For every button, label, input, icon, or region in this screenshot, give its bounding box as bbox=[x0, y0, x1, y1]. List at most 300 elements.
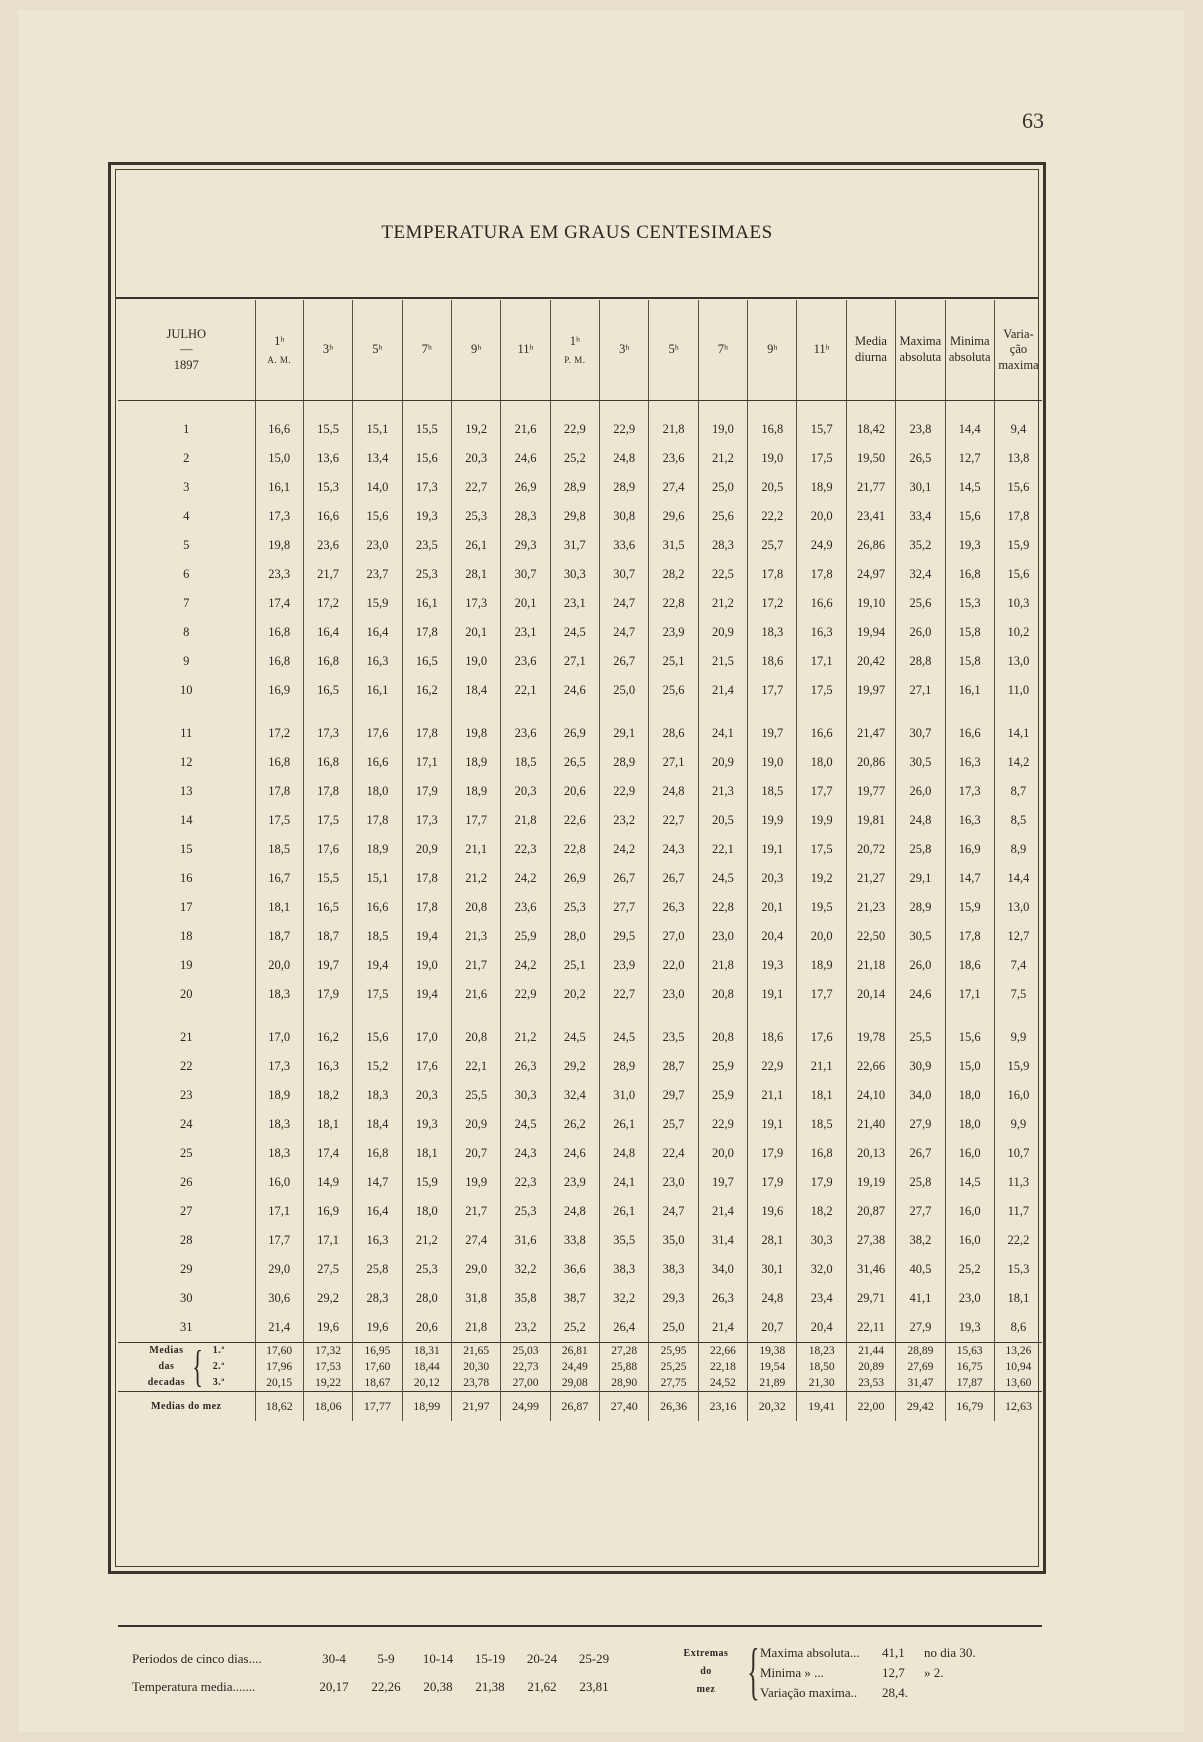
decade-value: 19,54 bbox=[759, 1361, 786, 1373]
value-cell: 35,0 bbox=[649, 1226, 698, 1255]
decade-brace: { bbox=[192, 1342, 204, 1391]
spacer-cell bbox=[501, 705, 550, 719]
value-cell: 23,2 bbox=[600, 806, 649, 835]
value-cell: 28,3 bbox=[698, 531, 747, 560]
value-cell: 29,8 bbox=[550, 502, 599, 531]
value-cell: 30,3 bbox=[501, 1081, 550, 1110]
value-cell: 16,8 bbox=[303, 748, 352, 777]
value-cell: 23,0 bbox=[649, 980, 698, 1009]
value-cell: 28,9 bbox=[896, 893, 945, 922]
value-cell: 22,7 bbox=[451, 473, 500, 502]
spacer-cell bbox=[896, 1009, 945, 1023]
value-cell: 12,7 bbox=[945, 444, 994, 473]
value-cell: 17,1 bbox=[402, 748, 451, 777]
value-cell: 14,2 bbox=[994, 748, 1042, 777]
table-row bbox=[118, 748, 1042, 777]
value-cell: 17,8 bbox=[402, 618, 451, 647]
decade-means-label bbox=[118, 1343, 255, 1392]
value-cell: 18,9 bbox=[797, 473, 846, 502]
value-cell: 17,6 bbox=[353, 719, 402, 748]
period-temp: 21,38 bbox=[475, 1679, 505, 1694]
value-cell: 26,3 bbox=[649, 893, 698, 922]
table-row bbox=[118, 1023, 1042, 1052]
hour-label: 1ʰ bbox=[274, 333, 285, 348]
extreme-note: no dia 30. bbox=[924, 1645, 976, 1660]
value-cell: 15,6 bbox=[353, 502, 402, 531]
value-cell: 19,4 bbox=[402, 922, 451, 951]
value-cell: 15,3 bbox=[945, 589, 994, 618]
spacer-cell bbox=[797, 401, 846, 416]
value-cell: 8,6 bbox=[994, 1313, 1042, 1343]
value-cell: 19,7 bbox=[748, 719, 797, 748]
value-cell: 17,1 bbox=[303, 1226, 352, 1255]
value-cell: 29,1 bbox=[600, 719, 649, 748]
extremes-label-line: mez bbox=[696, 1684, 716, 1695]
decade-means-row bbox=[118, 1343, 1042, 1392]
value-cell: 20,8 bbox=[451, 893, 500, 922]
value-cell: 19,0 bbox=[698, 415, 747, 444]
decade-value: 22,73 bbox=[512, 1361, 539, 1373]
spacer-row bbox=[118, 401, 1042, 416]
value-cell: 18,1 bbox=[402, 1139, 451, 1168]
value-cell: 14,7 bbox=[353, 1168, 402, 1197]
decade-index: 3.ª bbox=[212, 1377, 225, 1388]
decade-cell bbox=[451, 1343, 500, 1392]
value-cell: 17,8 bbox=[748, 560, 797, 589]
month-mean-cell: 18,62 bbox=[255, 1392, 303, 1422]
value-cell: 20,0 bbox=[797, 502, 846, 531]
value-cell: 19,3 bbox=[402, 502, 451, 531]
value-cell: 25,8 bbox=[896, 835, 945, 864]
spacer-cell bbox=[550, 705, 599, 719]
spacer-cell bbox=[353, 401, 402, 416]
value-cell: 20,0 bbox=[698, 1139, 747, 1168]
decade-value: 29,08 bbox=[561, 1377, 588, 1389]
value-cell: 22,50 bbox=[846, 922, 895, 951]
value-cell: 14,9 bbox=[303, 1168, 352, 1197]
value-cell: 38,7 bbox=[550, 1284, 599, 1313]
value-cell: 20,86 bbox=[846, 748, 895, 777]
value-cell: 17,6 bbox=[797, 1023, 846, 1052]
value-cell: 17,5 bbox=[255, 806, 303, 835]
value-cell: 19,0 bbox=[402, 951, 451, 980]
media-diurna-header: Media diurna bbox=[846, 300, 895, 401]
value-cell: 24,7 bbox=[649, 1197, 698, 1226]
day-cell: 24 bbox=[180, 1117, 193, 1131]
value-cell: 26,3 bbox=[698, 1284, 747, 1313]
month-mean-cell: 27,40 bbox=[600, 1392, 649, 1422]
spacer-cell bbox=[649, 401, 698, 416]
day-cell: 5 bbox=[183, 538, 190, 552]
decade-cell bbox=[896, 1343, 945, 1392]
value-cell: 24,8 bbox=[896, 806, 945, 835]
value-cell: 26,1 bbox=[600, 1110, 649, 1139]
minima-absoluta-header: Minima absoluta bbox=[945, 300, 994, 401]
month-dash: — bbox=[180, 342, 193, 357]
hour-label: 3ʰ bbox=[619, 342, 630, 357]
value-cell: 18,3 bbox=[255, 1110, 303, 1139]
decade-cell bbox=[550, 1343, 599, 1392]
value-cell: 25,2 bbox=[945, 1255, 994, 1284]
decade-value: 22,18 bbox=[710, 1361, 736, 1373]
month-mean-cell: 12,63 bbox=[994, 1392, 1042, 1422]
value-cell: 14,5 bbox=[945, 1168, 994, 1197]
value-cell: 26,1 bbox=[600, 1197, 649, 1226]
value-cell: 10,3 bbox=[994, 589, 1042, 618]
value-cell: 23,5 bbox=[649, 1023, 698, 1052]
spacer-cell bbox=[600, 401, 649, 416]
value-cell: 22,3 bbox=[501, 1168, 550, 1197]
day-cell: 23 bbox=[180, 1088, 193, 1102]
value-cell: 19,5 bbox=[797, 893, 846, 922]
value-cell: 20,7 bbox=[451, 1139, 500, 1168]
value-cell: 15,6 bbox=[945, 1023, 994, 1052]
value-cell: 16,4 bbox=[303, 618, 352, 647]
table-frame bbox=[108, 162, 1046, 1706]
decade-cell bbox=[402, 1343, 451, 1392]
decade-value: 20,15 bbox=[266, 1377, 293, 1389]
value-cell: 18,6 bbox=[748, 647, 797, 676]
value-cell: 20,3 bbox=[451, 444, 500, 473]
value-cell: 19,77 bbox=[846, 777, 895, 806]
spacer-cell bbox=[451, 705, 500, 719]
spacer-cell bbox=[649, 705, 698, 719]
spacer-row bbox=[118, 705, 1042, 719]
value-cell: 21,1 bbox=[451, 835, 500, 864]
decade-value: 27,00 bbox=[512, 1377, 539, 1389]
value-cell: 15,6 bbox=[994, 560, 1042, 589]
value-cell: 27,4 bbox=[451, 1226, 500, 1255]
spacer-cell bbox=[846, 1009, 895, 1023]
spacer-cell bbox=[402, 401, 451, 416]
value-cell: 17,4 bbox=[303, 1139, 352, 1168]
value-cell: 18,3 bbox=[353, 1081, 402, 1110]
spacer-cell bbox=[945, 705, 994, 719]
decade-value: 17,87 bbox=[956, 1377, 983, 1389]
spacer-cell bbox=[748, 705, 797, 719]
value-cell: 22,9 bbox=[698, 1110, 747, 1139]
value-cell: 17,8 bbox=[402, 719, 451, 748]
decade-value: 25,95 bbox=[660, 1345, 687, 1357]
value-cell: 16,1 bbox=[353, 676, 402, 705]
value-cell: 18,0 bbox=[945, 1081, 994, 1110]
value-cell: 28,9 bbox=[550, 473, 599, 502]
value-cell: 19,0 bbox=[748, 444, 797, 473]
value-cell: 16,9 bbox=[303, 1197, 352, 1226]
value-cell: 14,0 bbox=[353, 473, 402, 502]
value-cell: 17,3 bbox=[402, 806, 451, 835]
temperature-mean-label: Temperatura media....... bbox=[132, 1679, 256, 1694]
value-cell: 18,1 bbox=[797, 1081, 846, 1110]
value-cell: 26,1 bbox=[451, 531, 500, 560]
value-cell: 18,5 bbox=[748, 777, 797, 806]
decade-word: Medias bbox=[149, 1345, 184, 1356]
value-cell: 23,1 bbox=[501, 618, 550, 647]
decade-value: 20,30 bbox=[463, 1361, 490, 1373]
value-cell: 13,8 bbox=[994, 444, 1042, 473]
value-cell: 28,9 bbox=[600, 473, 649, 502]
value-cell: 13,0 bbox=[994, 893, 1042, 922]
value-cell: 17,7 bbox=[451, 806, 500, 835]
hour-header bbox=[698, 300, 747, 401]
decade-cell bbox=[600, 1343, 649, 1392]
value-cell: 15,6 bbox=[353, 1023, 402, 1052]
spacer-cell bbox=[649, 1009, 698, 1023]
spacer-cell bbox=[118, 401, 255, 416]
value-cell: 17,8 bbox=[255, 777, 303, 806]
value-cell: 30,5 bbox=[896, 748, 945, 777]
value-cell: 24,8 bbox=[550, 1197, 599, 1226]
hour-label: 11ʰ bbox=[517, 342, 534, 357]
value-cell: 22,6 bbox=[550, 806, 599, 835]
value-cell: 28,8 bbox=[896, 647, 945, 676]
decade-value: 22,66 bbox=[710, 1345, 736, 1357]
value-cell: 26,4 bbox=[600, 1313, 649, 1343]
decade-value: 21,44 bbox=[858, 1345, 884, 1357]
day-cell: 13 bbox=[180, 784, 193, 798]
value-cell: 17,1 bbox=[945, 980, 994, 1009]
value-cell: 20,1 bbox=[748, 893, 797, 922]
hour-label: 1ʰ bbox=[569, 333, 580, 348]
temperature-table bbox=[118, 300, 1042, 1421]
decade-label-wrap bbox=[118, 1343, 255, 1391]
value-cell: 21,1 bbox=[797, 1052, 846, 1081]
spacer-cell bbox=[255, 1009, 303, 1023]
spacer-cell bbox=[896, 401, 945, 416]
value-cell: 19,7 bbox=[698, 1168, 747, 1197]
spacer-cell bbox=[698, 1009, 747, 1023]
value-cell: 21,4 bbox=[698, 1313, 747, 1343]
decade-value: 19,38 bbox=[759, 1345, 786, 1357]
decade-value: 24,49 bbox=[561, 1361, 588, 1373]
value-cell: 21,2 bbox=[698, 444, 747, 473]
value-cell: 15,1 bbox=[353, 415, 402, 444]
value-cell: 19,3 bbox=[945, 1313, 994, 1343]
value-cell: 25,5 bbox=[451, 1081, 500, 1110]
value-cell: 16,0 bbox=[255, 1168, 303, 1197]
month-means-row bbox=[118, 1392, 1042, 1422]
hour-label: 7ʰ bbox=[717, 342, 729, 357]
day-cell: 28 bbox=[180, 1233, 193, 1247]
value-cell: 23,6 bbox=[501, 647, 550, 676]
value-cell: 19,2 bbox=[451, 415, 500, 444]
value-cell: 21,47 bbox=[846, 719, 895, 748]
spacer-cell bbox=[945, 401, 994, 416]
period-temp: 23,81 bbox=[579, 1679, 609, 1694]
value-cell: 13,4 bbox=[353, 444, 402, 473]
decade-cell bbox=[797, 1343, 846, 1392]
value-cell: 29,5 bbox=[600, 922, 649, 951]
decade-cell bbox=[994, 1343, 1042, 1392]
value-cell: 20,72 bbox=[846, 835, 895, 864]
month-mean-cell: 19,41 bbox=[797, 1392, 846, 1422]
value-cell: 23,6 bbox=[649, 444, 698, 473]
table-row bbox=[118, 618, 1042, 647]
day-cell: 1 bbox=[183, 422, 190, 436]
value-cell: 23,8 bbox=[896, 415, 945, 444]
value-cell: 25,7 bbox=[748, 531, 797, 560]
value-cell: 22,1 bbox=[501, 676, 550, 705]
hour-header bbox=[402, 300, 451, 401]
decade-index: 1.ª bbox=[212, 1345, 225, 1356]
table-row bbox=[118, 922, 1042, 951]
value-cell: 17,6 bbox=[303, 835, 352, 864]
value-cell: 21,8 bbox=[649, 415, 698, 444]
table-row bbox=[118, 589, 1042, 618]
value-cell: 21,6 bbox=[501, 415, 550, 444]
month-mean-cell: 26,87 bbox=[550, 1392, 599, 1422]
value-cell: 20,2 bbox=[550, 980, 599, 1009]
value-cell: 16,0 bbox=[945, 1226, 994, 1255]
value-cell: 23,41 bbox=[846, 502, 895, 531]
spacer-cell bbox=[303, 1009, 352, 1023]
period-value: 20-24 bbox=[526, 1651, 558, 1666]
value-cell: 21,2 bbox=[501, 1023, 550, 1052]
spacer-cell bbox=[698, 705, 747, 719]
day-cell: 16 bbox=[180, 871, 193, 885]
value-cell: 29,0 bbox=[255, 1255, 303, 1284]
day-cell: 15 bbox=[180, 842, 193, 856]
value-cell: 16,0 bbox=[945, 1139, 994, 1168]
value-cell: 10,7 bbox=[994, 1139, 1042, 1168]
table-row bbox=[118, 1226, 1042, 1255]
value-cell: 17,7 bbox=[255, 1226, 303, 1255]
value-cell: 28,1 bbox=[748, 1226, 797, 1255]
spacer-cell bbox=[896, 705, 945, 719]
value-cell: 25,2 bbox=[550, 1313, 599, 1343]
value-cell: 15,6 bbox=[945, 502, 994, 531]
value-cell: 17,7 bbox=[797, 777, 846, 806]
value-cell: 19,97 bbox=[846, 676, 895, 705]
value-cell: 29,3 bbox=[501, 531, 550, 560]
decade-value: 20,89 bbox=[858, 1361, 884, 1373]
value-cell: 18,5 bbox=[797, 1110, 846, 1139]
day-cell: 11 bbox=[180, 726, 193, 740]
month-mean-cell: 18,06 bbox=[303, 1392, 352, 1422]
value-cell: 21,4 bbox=[698, 1197, 747, 1226]
table-row bbox=[118, 893, 1042, 922]
value-cell: 13,6 bbox=[303, 444, 352, 473]
decade-words bbox=[148, 1343, 185, 1391]
value-cell: 33,8 bbox=[550, 1226, 599, 1255]
value-cell: 25,8 bbox=[896, 1168, 945, 1197]
value-cell: 19,9 bbox=[451, 1168, 500, 1197]
day-cell: 18 bbox=[180, 929, 193, 943]
value-cell: 18,6 bbox=[748, 1023, 797, 1052]
spacer-cell bbox=[797, 705, 846, 719]
value-cell: 16,8 bbox=[797, 1139, 846, 1168]
spacer-cell bbox=[550, 401, 599, 416]
value-cell: 24,97 bbox=[846, 560, 895, 589]
value-cell: 19,2 bbox=[797, 864, 846, 893]
month-mean-cell: 29,42 bbox=[896, 1392, 945, 1422]
table-title: TEMPERATURA EM GRAUS CENTESIMAES bbox=[381, 222, 773, 243]
decade-value: 27,75 bbox=[660, 1377, 687, 1389]
value-cell: 19,0 bbox=[451, 647, 500, 676]
table-row bbox=[118, 502, 1042, 531]
value-cell: 22,66 bbox=[846, 1052, 895, 1081]
value-cell: 22,9 bbox=[748, 1052, 797, 1081]
hour-tag: P. M. bbox=[564, 355, 586, 366]
value-cell: 21,3 bbox=[451, 922, 500, 951]
value-cell: 24,6 bbox=[896, 980, 945, 1009]
value-cell: 18,9 bbox=[353, 835, 402, 864]
table-row bbox=[118, 980, 1042, 1009]
spacer-cell bbox=[303, 401, 352, 416]
spacer-cell bbox=[797, 1009, 846, 1023]
value-cell: 27,7 bbox=[896, 1197, 945, 1226]
spacer-cell bbox=[353, 705, 402, 719]
value-cell: 25,3 bbox=[501, 1197, 550, 1226]
hour-header bbox=[255, 300, 303, 401]
hour-header bbox=[451, 300, 500, 401]
hour-header bbox=[600, 300, 649, 401]
value-cell: 29,71 bbox=[846, 1284, 895, 1313]
spacer-cell bbox=[748, 1009, 797, 1023]
value-cell: 27,7 bbox=[600, 893, 649, 922]
value-cell: 18,9 bbox=[255, 1081, 303, 1110]
table-row bbox=[118, 1052, 1042, 1081]
period-temp: 22,26 bbox=[371, 1679, 401, 1694]
value-cell: 27,0 bbox=[649, 922, 698, 951]
value-cell: 15,6 bbox=[994, 473, 1042, 502]
value-cell: 23,9 bbox=[550, 1168, 599, 1197]
day-cell: 20 bbox=[180, 987, 193, 1001]
value-cell: 22,3 bbox=[501, 835, 550, 864]
value-cell: 17,1 bbox=[255, 1197, 303, 1226]
value-cell: 16,9 bbox=[945, 835, 994, 864]
decade-value: 23,78 bbox=[463, 1377, 490, 1389]
five-day-periods bbox=[132, 1645, 620, 1701]
table-row bbox=[118, 444, 1042, 473]
decade-value: 17,60 bbox=[364, 1361, 391, 1373]
value-cell: 16,8 bbox=[353, 1139, 402, 1168]
value-cell: 38,3 bbox=[649, 1255, 698, 1284]
value-cell: 28,3 bbox=[353, 1284, 402, 1313]
day-cell: 12 bbox=[180, 755, 193, 769]
value-cell: 18,9 bbox=[451, 777, 500, 806]
value-cell: 15,3 bbox=[303, 473, 352, 502]
value-cell: 29,6 bbox=[649, 502, 698, 531]
value-cell: 27,1 bbox=[649, 748, 698, 777]
spacer-cell bbox=[550, 1009, 599, 1023]
table-row bbox=[118, 1110, 1042, 1139]
extreme-row bbox=[760, 1683, 976, 1703]
value-cell: 24,7 bbox=[600, 589, 649, 618]
value-cell: 16,3 bbox=[303, 1052, 352, 1081]
value-cell: 7,5 bbox=[994, 980, 1042, 1009]
value-cell: 34,0 bbox=[698, 1255, 747, 1284]
value-cell: 18,42 bbox=[846, 415, 895, 444]
value-cell: 20,9 bbox=[698, 618, 747, 647]
value-cell: 20,6 bbox=[402, 1313, 451, 1343]
month-means-label: Medias do mez bbox=[118, 1392, 255, 1422]
value-cell: 19,3 bbox=[945, 531, 994, 560]
value-cell: 22,5 bbox=[698, 560, 747, 589]
value-cell: 20,0 bbox=[797, 922, 846, 951]
hour-header bbox=[501, 300, 550, 401]
title-zone bbox=[116, 170, 1038, 299]
value-cell: 16,1 bbox=[255, 473, 303, 502]
value-cell: 30,7 bbox=[501, 560, 550, 589]
value-cell: 24,7 bbox=[600, 618, 649, 647]
value-cell: 20,4 bbox=[748, 922, 797, 951]
value-cell: 24,5 bbox=[550, 1023, 599, 1052]
value-cell: 23,5 bbox=[402, 531, 451, 560]
period-value: 10-14 bbox=[422, 1651, 454, 1666]
value-cell: 15,8 bbox=[945, 618, 994, 647]
extremes-label bbox=[666, 1645, 746, 1699]
